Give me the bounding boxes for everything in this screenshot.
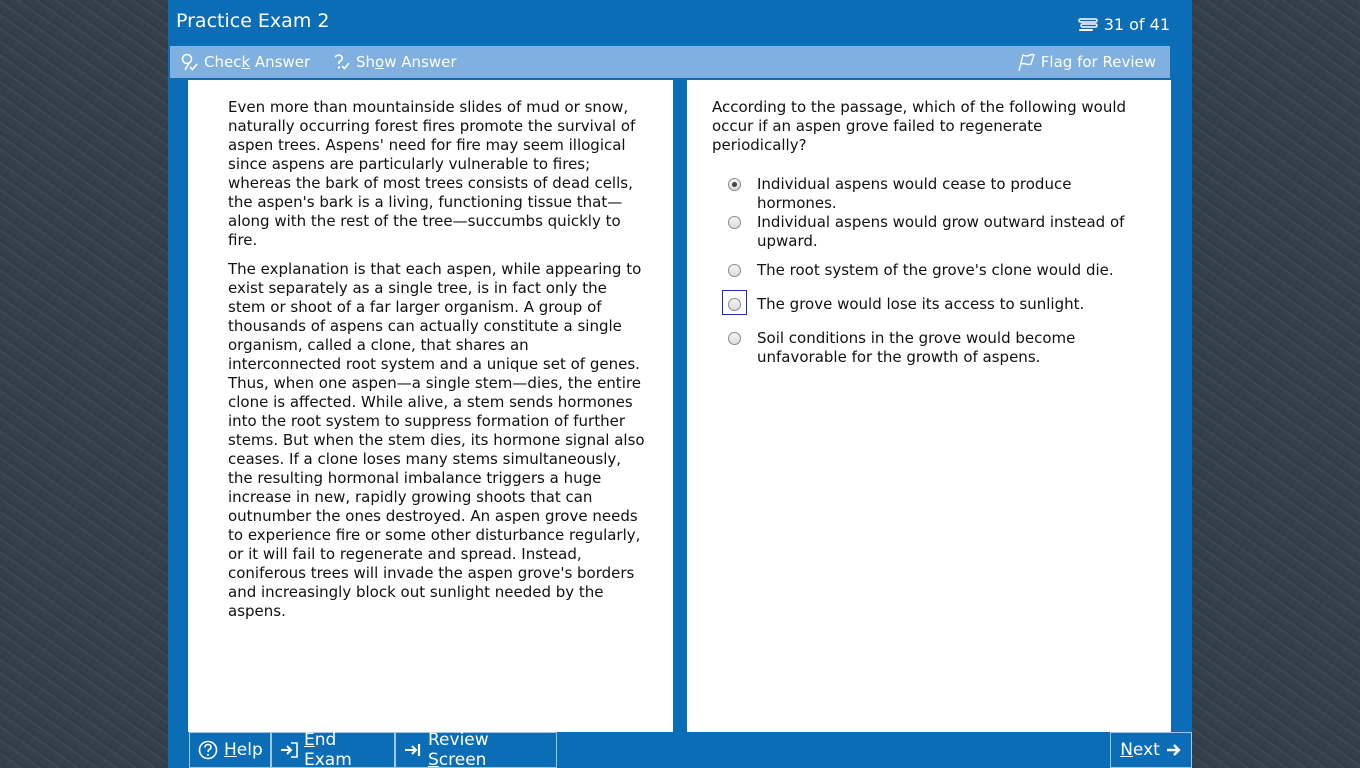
next-button[interactable] [1110, 732, 1192, 768]
check-answer-button[interactable] [180, 46, 310, 78]
radio-button-choice-5[interactable] [728, 332, 741, 345]
choice-label: Individual aspens would cease to produce hormones. [757, 175, 1072, 212]
help-label: Help [224, 740, 263, 760]
passage-pane [188, 80, 673, 732]
help-button[interactable] [189, 732, 271, 768]
bottom-navigation-bar [168, 732, 1192, 768]
choice-label: The root system of the grove's clone would die. [757, 261, 1114, 279]
end-exam-icon [280, 742, 298, 758]
question-counter-text: 31 of 41 [1103, 15, 1170, 34]
end-exam-button[interactable] [271, 732, 395, 768]
answer-choice-1[interactable] [712, 175, 1141, 213]
question-text: According to the passage, which of the following would occur if an aspen grove failed to regenerate periodically? [712, 98, 1127, 154]
question-counter [1078, 15, 1170, 34]
arrow-right-icon [1166, 742, 1182, 758]
end-exam-label: End Exam [304, 730, 352, 768]
exam-window [168, 0, 1192, 768]
check-answer-label: Check Answer [204, 53, 311, 71]
next-label: Next [1120, 740, 1160, 760]
radio-button-choice-3[interactable] [728, 264, 741, 277]
answer-choices [712, 175, 1141, 367]
passage-paragraph-2: The explanation is that each aspen, while appearing to exist separately as a single tree, is in fact only the stem or shoot of a far larger organism. A group of thousands of aspens can actually constitute a single organism, called a clone, that shares an interconnected root system and a unique set of genes. Thus, when one aspen—a single stem—dies, the entire clone is affected. While alive, a stem sends hormones into the root system to suppress formation of further stems. But when the stem dies, its hormone signal also ceases. If a clone loses many stems simultaneously, the resulting hormonal imbalance triggers a huge increase in new, rapidly growing shoots that can outnumber the ones destroyed. An aspen grove needs to experience fire or some other disturbance regularly, or it will fail to regenerate and spread. Instead, coniferous trees will invade the aspen grove's borders and increasingly block out sunlight needed by the aspens. [228, 260, 645, 620]
flag-for-review-button[interactable] [1017, 46, 1156, 78]
question-pane [687, 80, 1171, 732]
radio-button-choice-4[interactable] [728, 298, 741, 311]
answer-choice-2[interactable] [712, 213, 1141, 261]
review-screen-label: Review Screen [428, 730, 489, 768]
question-list-icon [1078, 18, 1098, 32]
review-screen-icon [404, 742, 422, 758]
check-answer-icon [180, 53, 198, 71]
answer-choice-5[interactable] [712, 329, 1141, 367]
show-answer-button[interactable] [332, 46, 457, 78]
show-answer-icon [332, 53, 350, 71]
radio-button-choice-1[interactable] [728, 178, 741, 191]
help-icon [198, 740, 218, 760]
flag-for-review-label: Flag for Review [1040, 53, 1156, 71]
review-screen-button[interactable] [395, 732, 557, 768]
choice-label: Individual aspens would grow outward instead of upward. [757, 213, 1125, 250]
exam-title: Practice Exam 2 [176, 10, 330, 32]
answer-choice-4[interactable] [712, 295, 1141, 329]
radio-button-choice-2[interactable] [728, 216, 741, 229]
answer-choice-3[interactable] [712, 261, 1141, 295]
toolbar [170, 46, 1170, 78]
passage-paragraph-1: Even more than mountainside slides of mud or snow, naturally occurring forest fires promote the survival of aspen trees. Aspens' need for fire may seem illogical since aspens are particularly vulnerable to fires; whereas the bark of most trees consists of dead cells, the aspen's bark is a living, functioning tissue that—along with the rest of the tree—succumbs quickly to fire. [228, 98, 636, 249]
flag-icon [1017, 52, 1035, 72]
choice-label: Soil conditions in the grove would become unfavorable for the growth of aspens. [757, 329, 1076, 366]
show-answer-label: Show Answer [356, 53, 457, 71]
title-bar [168, 0, 1192, 46]
choice-label: The grove would lose its access to sunlight. [757, 295, 1085, 313]
